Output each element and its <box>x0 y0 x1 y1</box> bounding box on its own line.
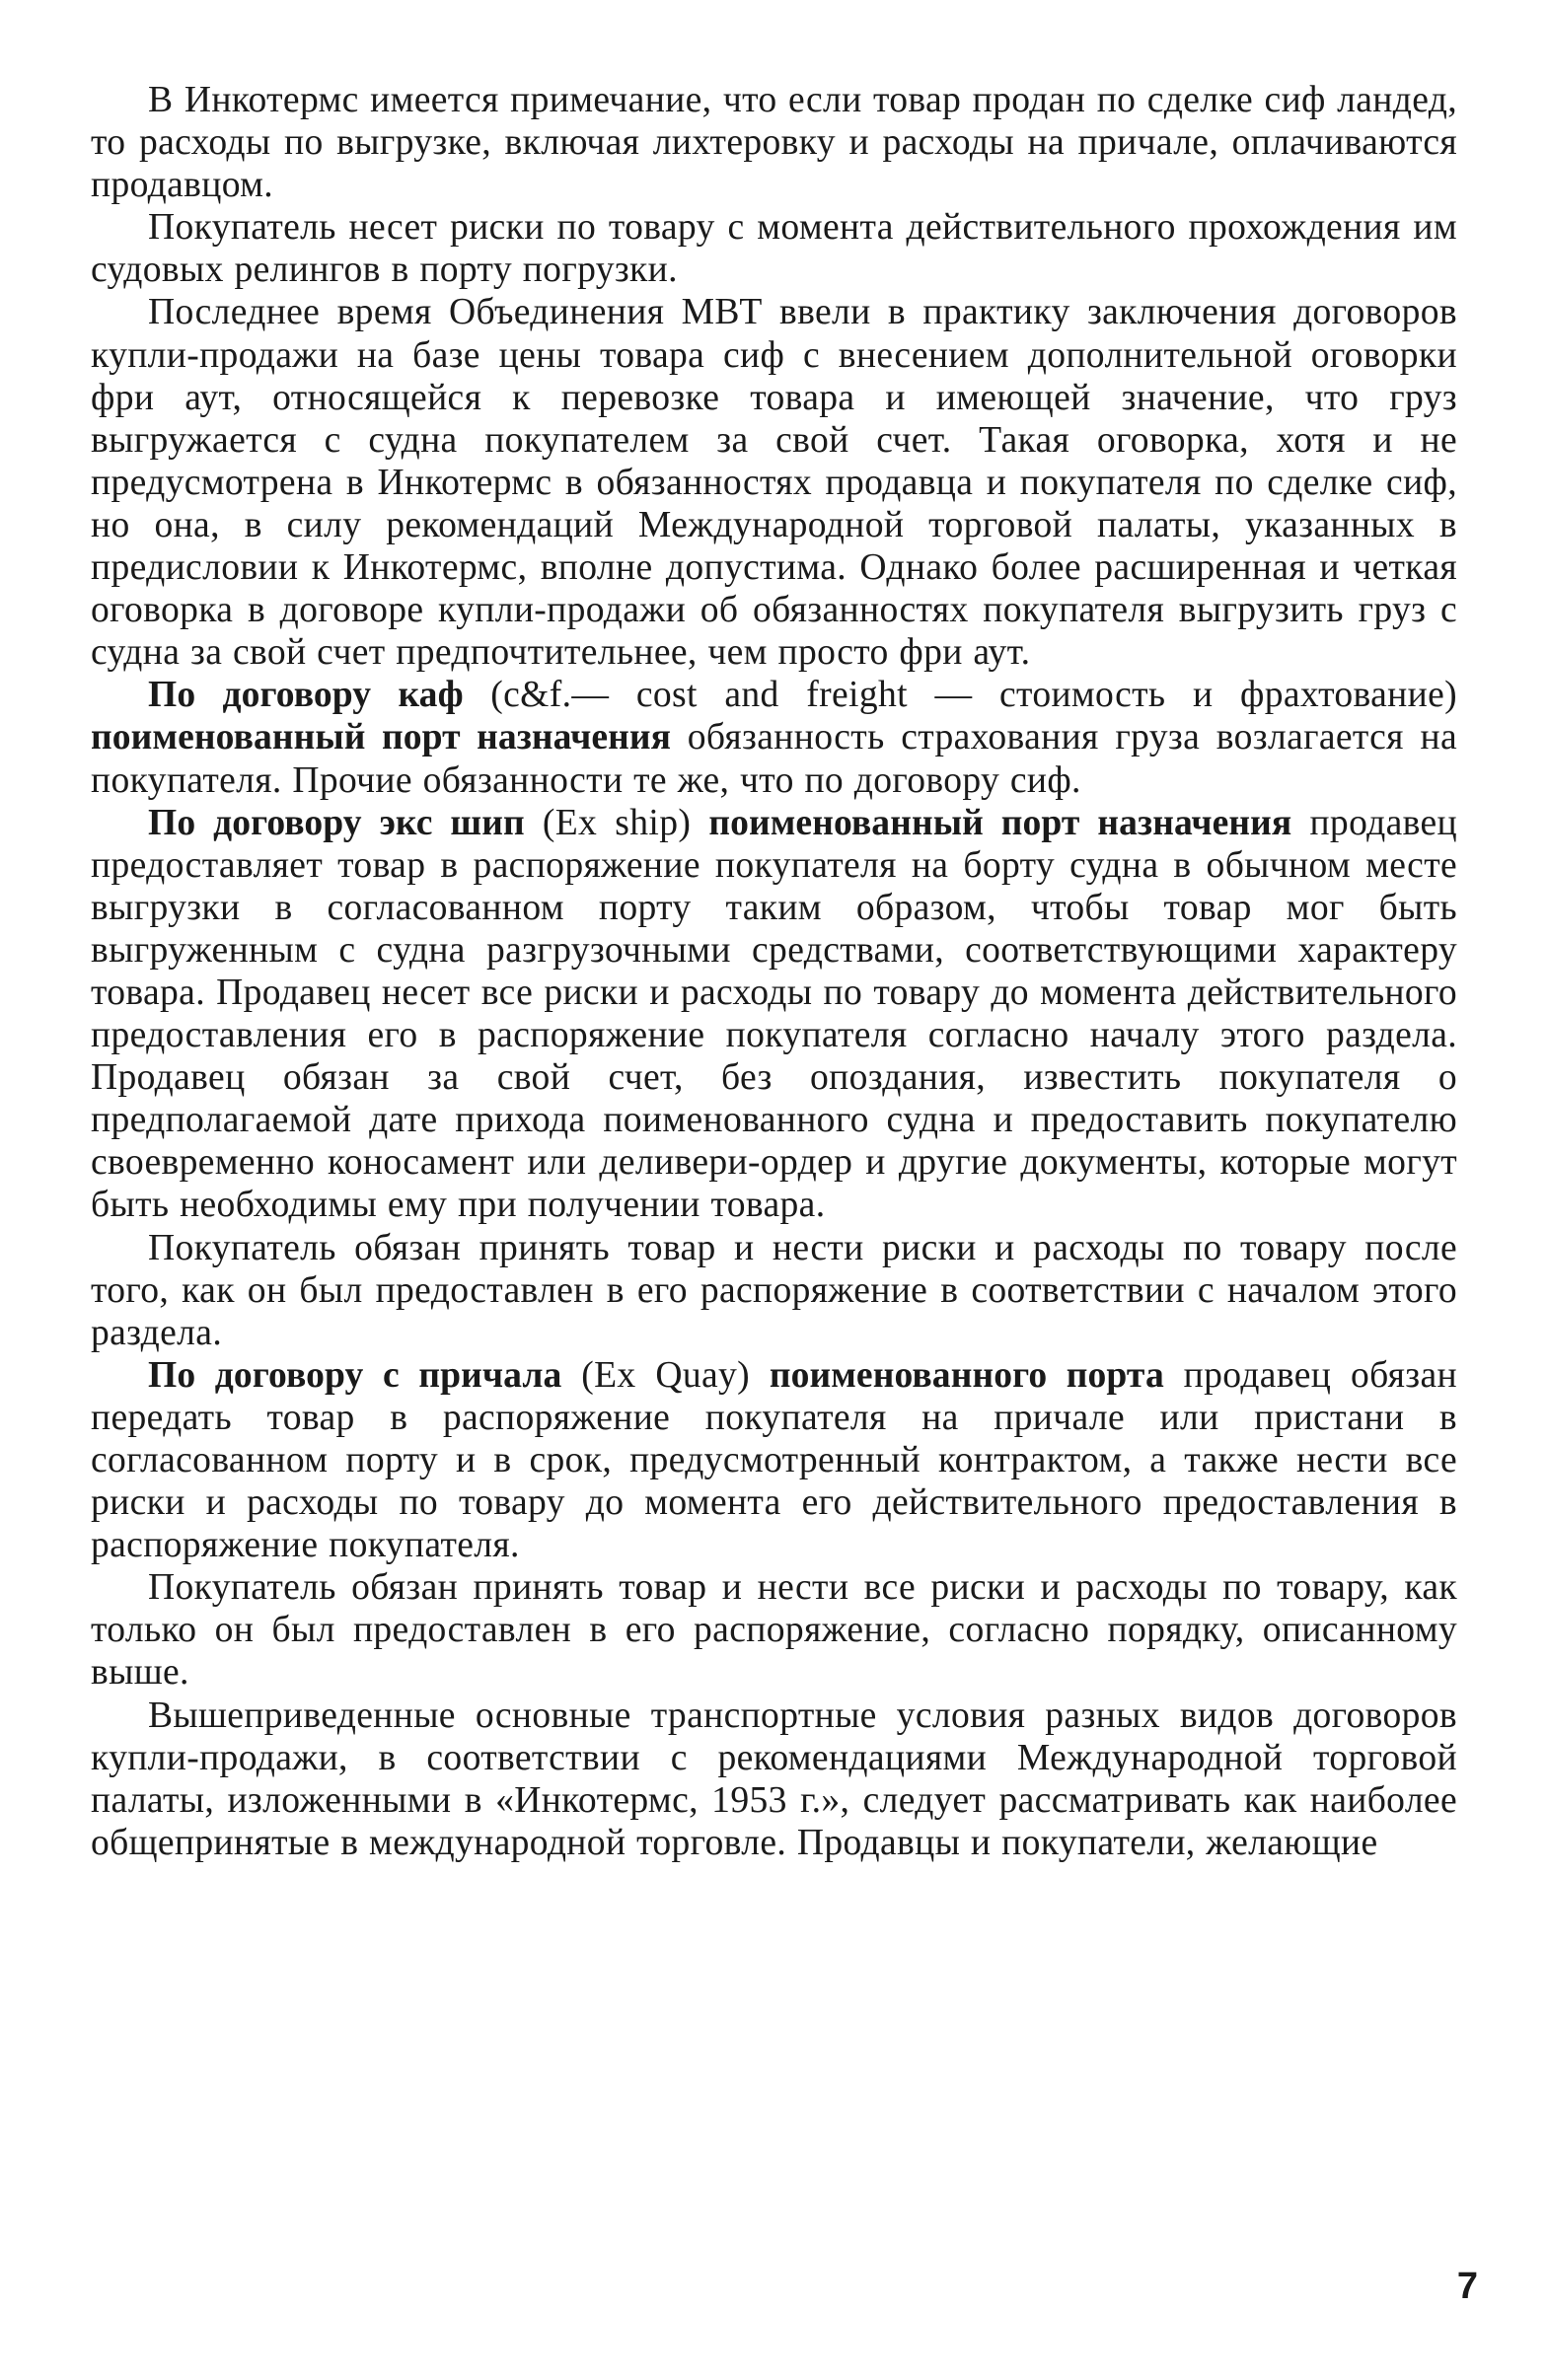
bold-run: По договору с причала <box>148 1354 562 1396</box>
bold-run: поименованный порт назначения <box>708 802 1292 843</box>
text-run: (Ex ship) <box>524 802 709 843</box>
bold-run: По договору экс шип <box>148 802 525 843</box>
text-run: продавец обязан передать товар в распоряжение покупателя на причале или пристани в согласованном порту и в срок, предусмотренный контрактом, а также нести все риски и расходы по товару до момента его действительного предоставления в распоряжение покупателя. <box>91 1354 1457 1566</box>
paragraph-ex-quay-contract <box>91 1354 1457 1566</box>
paragraph-ex-ship-buyer <box>91 1227 1457 1354</box>
paragraph-conclusion <box>91 1695 1457 1864</box>
text-run: Вышеприведенные основные транспортные условия разных видов договоров купли-продажи, в соответствии с рекомендациями Международной торговой палаты, изложенными в «Инкотермс, 1953 г.», следует рассматривать как наиболее общепринятые в международной торговле. Продавцы и покупатели, желающие <box>91 1695 1457 1863</box>
text-run: Последнее время Объединения МВТ ввели в практику заключения договоров купли-продажи на базе цены товара сиф с внесением дополнительной оговорки фри аут, относящейся к перевозке товара и имеющей значение, что груз выгружается с судна покупателем за свой счет. Такая оговорка, хотя и не предусмотрена в Инкотермс в обязанностях продавца и покупателя по сделке сиф, но она, в силу рекомендаций Международной торговой палаты, указанных в предисловии к Инкотермс, вполне допустима. Однако более расширенная и четкая оговорка в договоре купли-продажи об обязанностях покупателя выгрузить груз с судна за свой счет предпочтительнее, чем просто фри аут. <box>91 292 1457 674</box>
text-run: продавец предоставляет товар в распоряжение покупателя на борту судна в обычном месте выгрузки в согласованном порту таким образом, чтобы товар мог быть выгруженным с судна разгрузочными средствами, соответствующими характеру товара. Продавец несет все риски и расходы по товару до момента действительного предоставления его в распоряжение покупателя согласно началу этого раздела. Продавец обязан за свой счет, без опоздания, известить покупателя о предполагаемой дате прихода поименованного судна и предоставить покупателю своевременно коносамент или деливери-ордер и другие документы, которые могут быть необходимы ему при получении товара. <box>91 802 1457 1226</box>
bold-run: поименованный порт назначения <box>91 717 672 758</box>
page-number: 7 <box>1456 2266 1478 2307</box>
text-run: Покупатель несет риски по товару с момента действительного прохождения им судовых релингов в порту погрузки. <box>91 207 1457 291</box>
text-run: обязанность страхования груза возлагается на покупателя. Прочие обязанности те же, что по договору сиф. <box>91 717 1457 801</box>
bold-run: По договору каф <box>148 675 464 716</box>
paragraph-buyer-risks <box>91 206 1457 291</box>
text-run: Покупатель обязан принять товар и нести риски и расходы по товару после того, как он был предоставлен в его распоряжение в соответствии с началом этого раздела. <box>91 1227 1457 1353</box>
paragraph-ex-ship-contract <box>91 802 1457 1227</box>
text-run: Покупатель обязан принять товар и нести все риски и расходы по товару, как только он был предоставлен в его распоряжение, согласно порядку, описанному выше. <box>91 1567 1457 1694</box>
paragraph-ex-quay-buyer <box>91 1566 1457 1694</box>
paragraph-caf-contract <box>91 674 1457 801</box>
page-body <box>91 79 1457 1864</box>
text-run: (Ex Quay) <box>561 1354 770 1396</box>
bold-run: поименованного порта <box>769 1354 1164 1396</box>
paragraph-cif-landed-note <box>91 79 1457 206</box>
paragraph-free-out-clause <box>91 291 1457 674</box>
text-run: В Инкотермс имеется примечание, что если товар продан по сделке сиф ландед, то расходы по выгрузке, включая лихтеровку и расходы на причале, оплачиваются продавцом. <box>91 80 1457 206</box>
text-run: (c&f.— cost and freight — стоимость и фрахтование) <box>463 675 1457 716</box>
